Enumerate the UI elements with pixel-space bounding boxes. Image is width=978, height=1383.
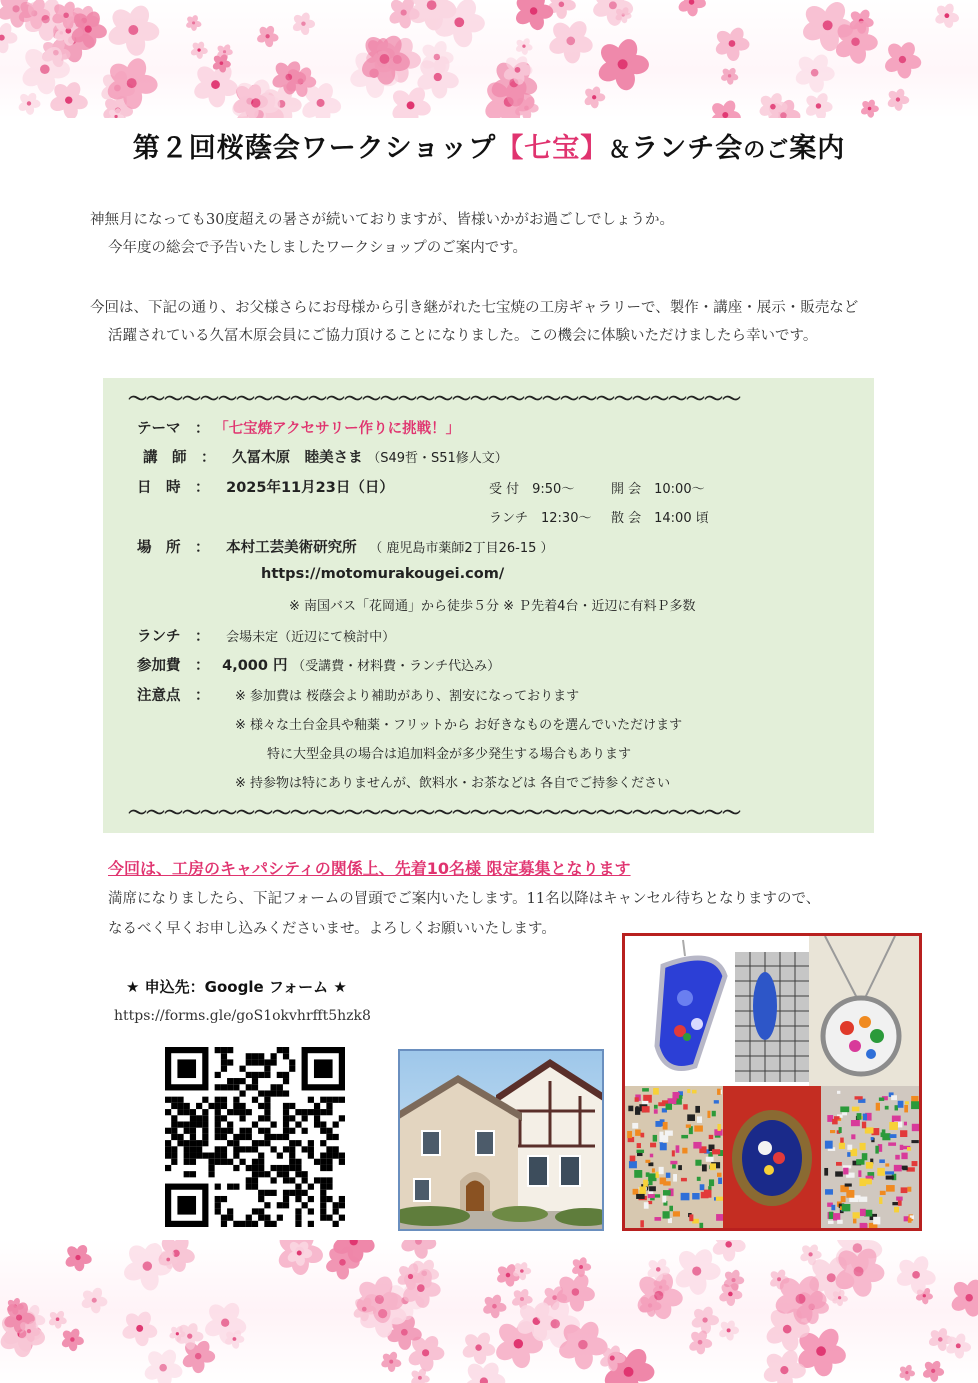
note-item: 特に大型金具の場合は追加料金が多少発生する場合もあります bbox=[267, 747, 632, 762]
lunch-row bbox=[137, 625, 395, 646]
intro-line: 今年度の総会で予告いたしましたワークショップのご案内です。 bbox=[108, 240, 528, 256]
place-access: ※ 南国バス「花岡通」から徒歩５分 ※ Ｐ先着4台・近辺に有料Ｐ多数 bbox=[289, 599, 696, 614]
sakura-footer-decoration bbox=[0, 1240, 978, 1383]
intro-paragraph-2 bbox=[90, 294, 858, 350]
open-time: 開 会 10:00〜 bbox=[611, 482, 705, 497]
place-value: 本村工芸美術研究所 bbox=[226, 540, 357, 556]
notes-row bbox=[137, 684, 210, 705]
close-time: 散 会 14:00 頃 bbox=[611, 511, 709, 526]
building-photo-icon bbox=[398, 1049, 604, 1231]
intro-line: 活躍されている久冨木原会員にご協力頂けることになりました。この機会に体験いただけましたら幸いです。 bbox=[108, 328, 818, 344]
wave-divider-bottom: 〜〜〜〜〜〜〜〜〜〜〜〜〜〜〜〜〜〜〜〜〜〜〜〜〜〜〜〜〜〜〜〜〜〜 bbox=[128, 802, 741, 824]
limited-capacity-notice: 今回は、工房のキャパシティの関係上、先着10名様 限定募集となります bbox=[108, 859, 631, 878]
place-address: （ 鹿児島市薬師2丁目26-15 ） bbox=[369, 541, 554, 556]
note-item: ※ 様々な土台金具や釉薬・フリットから お好きなものを選んでいただけます bbox=[235, 718, 683, 733]
teacher-row bbox=[143, 446, 508, 467]
qr-code-icon[interactable] bbox=[165, 1047, 345, 1227]
lunch-time: ランチ 12:30〜 bbox=[489, 511, 592, 526]
fee-value: 4,000 円 bbox=[222, 658, 288, 674]
intro-line: 神無月になっても30度超えの暑さが続いておりますが、皆様いかがお過ごしでしょうか。 bbox=[90, 212, 674, 228]
notice-line: 満席になりましたら、下記フォームの冒頭でご案内いたします。11名以降はキャンセル待ちとなりますので、 bbox=[108, 891, 821, 907]
fee-note: （受講費・材料費・ランチ代込み） bbox=[292, 659, 501, 674]
place-label: 場 所 ： bbox=[137, 540, 210, 556]
lunch-label: ランチ ： bbox=[137, 629, 210, 645]
reception-time: 受 付 9:50〜 bbox=[489, 482, 575, 497]
theme-value: 「七宝焼アクセサリー作りに挑戦！」 bbox=[214, 421, 461, 437]
theme-label: テーマ ： bbox=[137, 421, 210, 437]
fee-row bbox=[137, 654, 500, 675]
date-value: 2025年11月23日（日） bbox=[226, 480, 394, 496]
place-row bbox=[137, 536, 554, 557]
date-label: 日 時 ： bbox=[137, 480, 210, 496]
fee-label: 参加費 ： bbox=[137, 658, 210, 674]
note-item: ※ 持参物は特にありませんが、飲料水・お茶などは 各自でご持参ください bbox=[235, 776, 671, 791]
notes-label: 注意点 ： bbox=[137, 688, 210, 704]
sakura-header-decoration bbox=[0, 0, 978, 118]
intro-paragraph-1 bbox=[90, 206, 674, 262]
teacher-value: 久冨木原 睦美さま bbox=[232, 450, 363, 466]
intro-line: 今回は、下記の通り、お父様さらにお母様から引き継がれた七宝焼の工房ギャラリーで、製作・講座・展示・販売など bbox=[90, 300, 859, 316]
teacher-label: 講 師 ： bbox=[143, 450, 216, 466]
lunch-value: 会場未定（近辺にて検討中） bbox=[226, 630, 396, 645]
event-details-box bbox=[103, 378, 874, 833]
teacher-note: （S49哲・S51修人文） bbox=[367, 451, 508, 466]
note-item: ※ 参加費は 桜蔭会より補助があり、割安になっております bbox=[235, 689, 580, 704]
place-url-link[interactable]: https://motomurakougei.com/ bbox=[261, 566, 505, 582]
apply-heading: ★ 申込先：Google フォーム ★ bbox=[126, 978, 347, 996]
apply-form-link[interactable]: https://forms.gle/goS1okvhrfft5hzk8 bbox=[114, 1008, 371, 1024]
page-title: 第２回桜蔭会ワークショップ【七宝】＆ランチ会のご案内 bbox=[132, 133, 846, 164]
wave-divider-top: 〜〜〜〜〜〜〜〜〜〜〜〜〜〜〜〜〜〜〜〜〜〜〜〜〜〜〜〜〜〜〜〜〜〜 bbox=[128, 388, 741, 410]
theme-row bbox=[137, 417, 460, 438]
cloisonne-accessories-photo-icon bbox=[622, 933, 922, 1231]
notice-line: なるべく早くお申し込みくださいませ。よろしくお願いいたします。 bbox=[108, 921, 556, 937]
date-row bbox=[137, 476, 394, 497]
